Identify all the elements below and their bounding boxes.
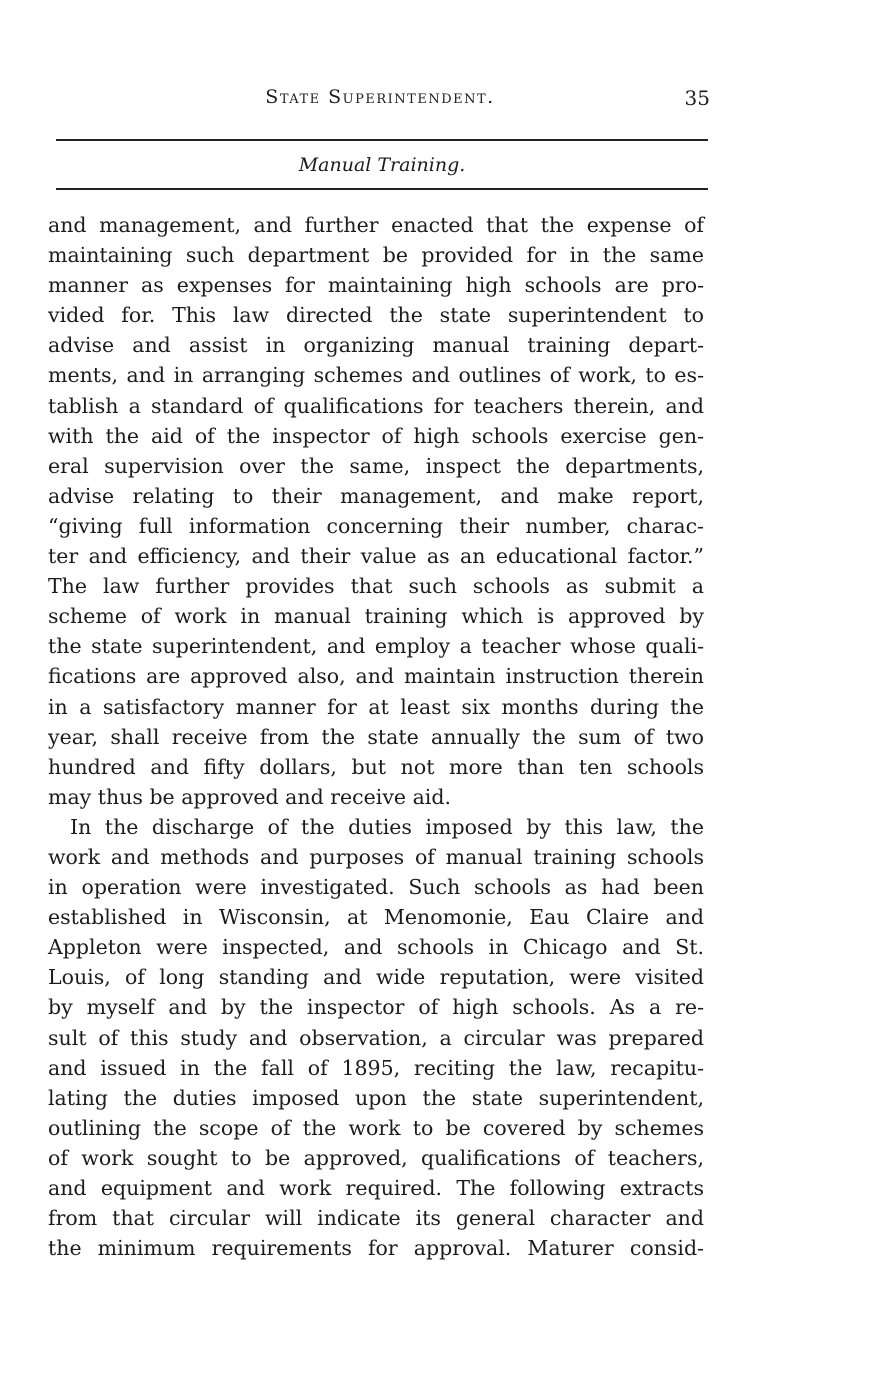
header-rule-bottom xyxy=(56,188,708,190)
text-line: manner as expenses for maintaining high schools are pro- xyxy=(48,273,704,298)
text-line: fications are approved also, and maintain instruction therein xyxy=(48,664,704,689)
text-line: maintaining such department be provided for in the same xyxy=(48,243,704,268)
text-line: and management, and further enacted that the expense of xyxy=(48,213,704,237)
text-line: scheme of work in manual training which is approved by xyxy=(48,604,704,629)
text-line: eral supervision over the same, inspect the departments, xyxy=(48,453,704,478)
text-line: established in Wisconsin, at Menomonie, Eau Claire and xyxy=(48,905,704,930)
text-line: year, shall receive from the state annually the sum of two xyxy=(48,724,704,749)
text-line: ter and efficiency, and their value as an educational factor.” xyxy=(48,544,704,569)
running-head xyxy=(50,86,710,116)
running-title: State Superintendent. xyxy=(265,86,495,108)
text-line: the minimum requirements for approval. Maturer consid- xyxy=(48,1236,704,1261)
text-line: of work sought to be approved, qualifications of teachers, xyxy=(48,1145,704,1170)
text-line: In the discharge of the duties imposed by this law, the xyxy=(70,814,704,839)
text-line: work and methods and purposes of manual training schools xyxy=(48,844,704,869)
header-rule-top xyxy=(56,139,708,141)
text-line: the state superintendent, and employ a teacher whose quali- xyxy=(48,634,704,659)
text-line: in operation were investigated. Such schools as had been xyxy=(48,875,704,900)
page-number: 35 xyxy=(684,86,710,110)
text-line: by myself and by the inspector of high schools. As a re- xyxy=(48,995,704,1020)
text-line: with the aid of the inspector of high schools exercise gen- xyxy=(48,423,704,448)
text-line: in a satisfactory manner for at least six months during the xyxy=(48,694,704,719)
text-line: “giving full information concerning their number, charac- xyxy=(48,513,704,538)
text-line: from that circular will indicate its general character and xyxy=(48,1206,704,1231)
text-line: vided for. This law directed the state superintendent to xyxy=(48,303,704,328)
text-line: outlining the scope of the work to be covered by schemes xyxy=(48,1115,704,1140)
text-line: advise relating to their management, and make report, xyxy=(48,483,704,508)
text-line: sult of this study and observation, a circular was prepared xyxy=(48,1025,704,1050)
text-line: advise and assist in organizing manual training depart- xyxy=(48,333,704,358)
text-line: lating the duties imposed upon the state superintendent, xyxy=(48,1085,704,1110)
text-line: The law further provides that such schools as submit a xyxy=(48,574,704,599)
section-heading: Manual Training. xyxy=(298,154,466,176)
text-line: Louis, of long standing and wide reputation, were visited xyxy=(48,965,704,990)
text-line: and issued in the fall of 1895, reciting the law, recapitu- xyxy=(48,1055,704,1080)
text-line: Appleton were inspected, and schools in Chicago and St. xyxy=(48,935,704,960)
text-line: ments, and in arranging schemes and outlines of work, to es- xyxy=(48,363,704,388)
text-line: hundred and fifty dollars, but not more than ten schools xyxy=(48,754,704,779)
text-line: and equipment and work required. The following extracts xyxy=(48,1176,704,1200)
body-text xyxy=(48,210,704,1263)
text-line: may thus be approved and receive aid. xyxy=(48,784,451,809)
text-line: tablish a standard of qualifications for teachers therein, and xyxy=(48,393,704,418)
